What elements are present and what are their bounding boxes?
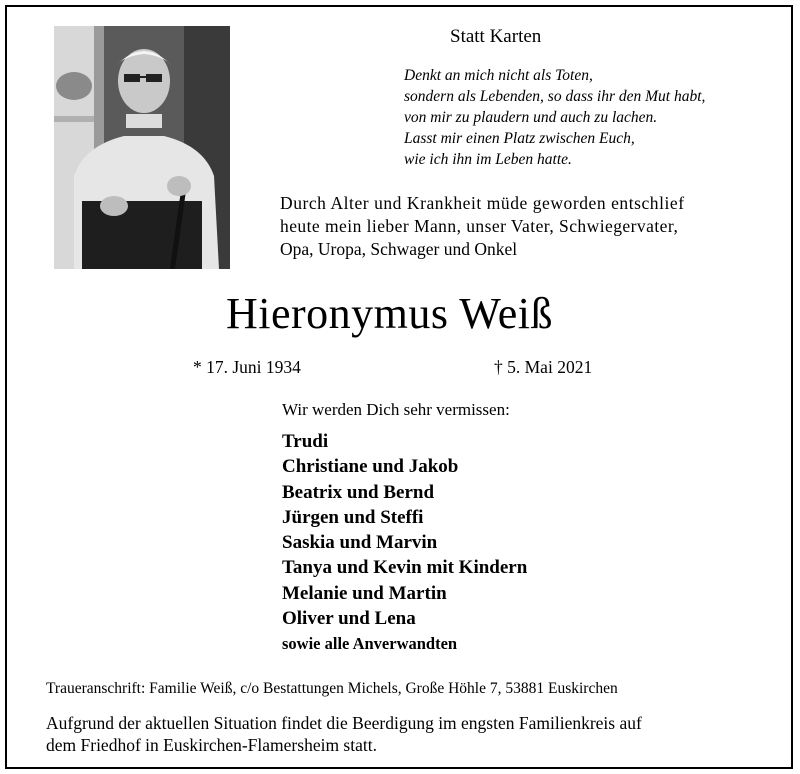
- family-member: Christiane und Jakob: [282, 456, 459, 478]
- poem: [404, 65, 705, 170]
- intro-line: Opa, Uropa, Schwager und Onkel: [280, 239, 518, 259]
- family-member: Melanie und Martin: [282, 582, 447, 604]
- poem-line: Denkt an mich nicht als Toten,: [404, 67, 593, 84]
- family-member: Beatrix und Bernd: [282, 481, 435, 503]
- funeral-notice: [46, 712, 642, 756]
- birth-date: * 17. Juni 1934: [193, 357, 301, 377]
- deceased-name: Hieronymus Weiß: [226, 289, 553, 338]
- death-date: † 5. Mai 2021: [494, 357, 593, 377]
- family-member: Trudi: [282, 431, 329, 452]
- notice-line: Aufgrund der aktuellen Situation findet die Beerdigung im engsten Familienkreis auf: [46, 713, 642, 733]
- poem-line: wie ich ihn im Leben hatte.: [404, 151, 572, 168]
- family-member: Tanya und Kevin mit Kindern: [282, 557, 528, 579]
- family-relatives: sowie alle Anverwandten: [282, 634, 458, 654]
- family-list: [282, 429, 527, 657]
- header-statt-karten: Statt Karten: [450, 26, 542, 47]
- intro-text: [280, 192, 685, 261]
- family-member: Saskia und Marvin: [282, 532, 438, 554]
- notice-line: dem Friedhof in Euskirchen-Flamersheim statt.: [46, 735, 377, 755]
- portrait-image: [54, 26, 230, 269]
- family-member: Jürgen und Steffi: [282, 506, 424, 528]
- mourning-address: Traueranschrift: Familie Weiß, c/o Bestattungen Michels, Große Höhle 7, 53881 Euskirchen: [46, 680, 618, 697]
- family-member: Oliver und Lena: [282, 608, 416, 630]
- intro-line: heute mein lieber Mann, unser Vater, Schwiegervater,: [280, 216, 679, 236]
- portrait-photo: [54, 26, 230, 269]
- miss-line: Wir werden Dich sehr vermissen:: [282, 400, 510, 419]
- intro-line: Durch Alter und Krankheit müde geworden entschlief: [280, 193, 685, 213]
- poem-line: sondern als Lebenden, so dass ihr den Mut habt,: [404, 88, 706, 105]
- poem-line: Lasst mir einen Platz zwischen Euch,: [404, 130, 635, 147]
- poem-line: von mir zu plaudern und auch zu lachen.: [404, 109, 658, 126]
